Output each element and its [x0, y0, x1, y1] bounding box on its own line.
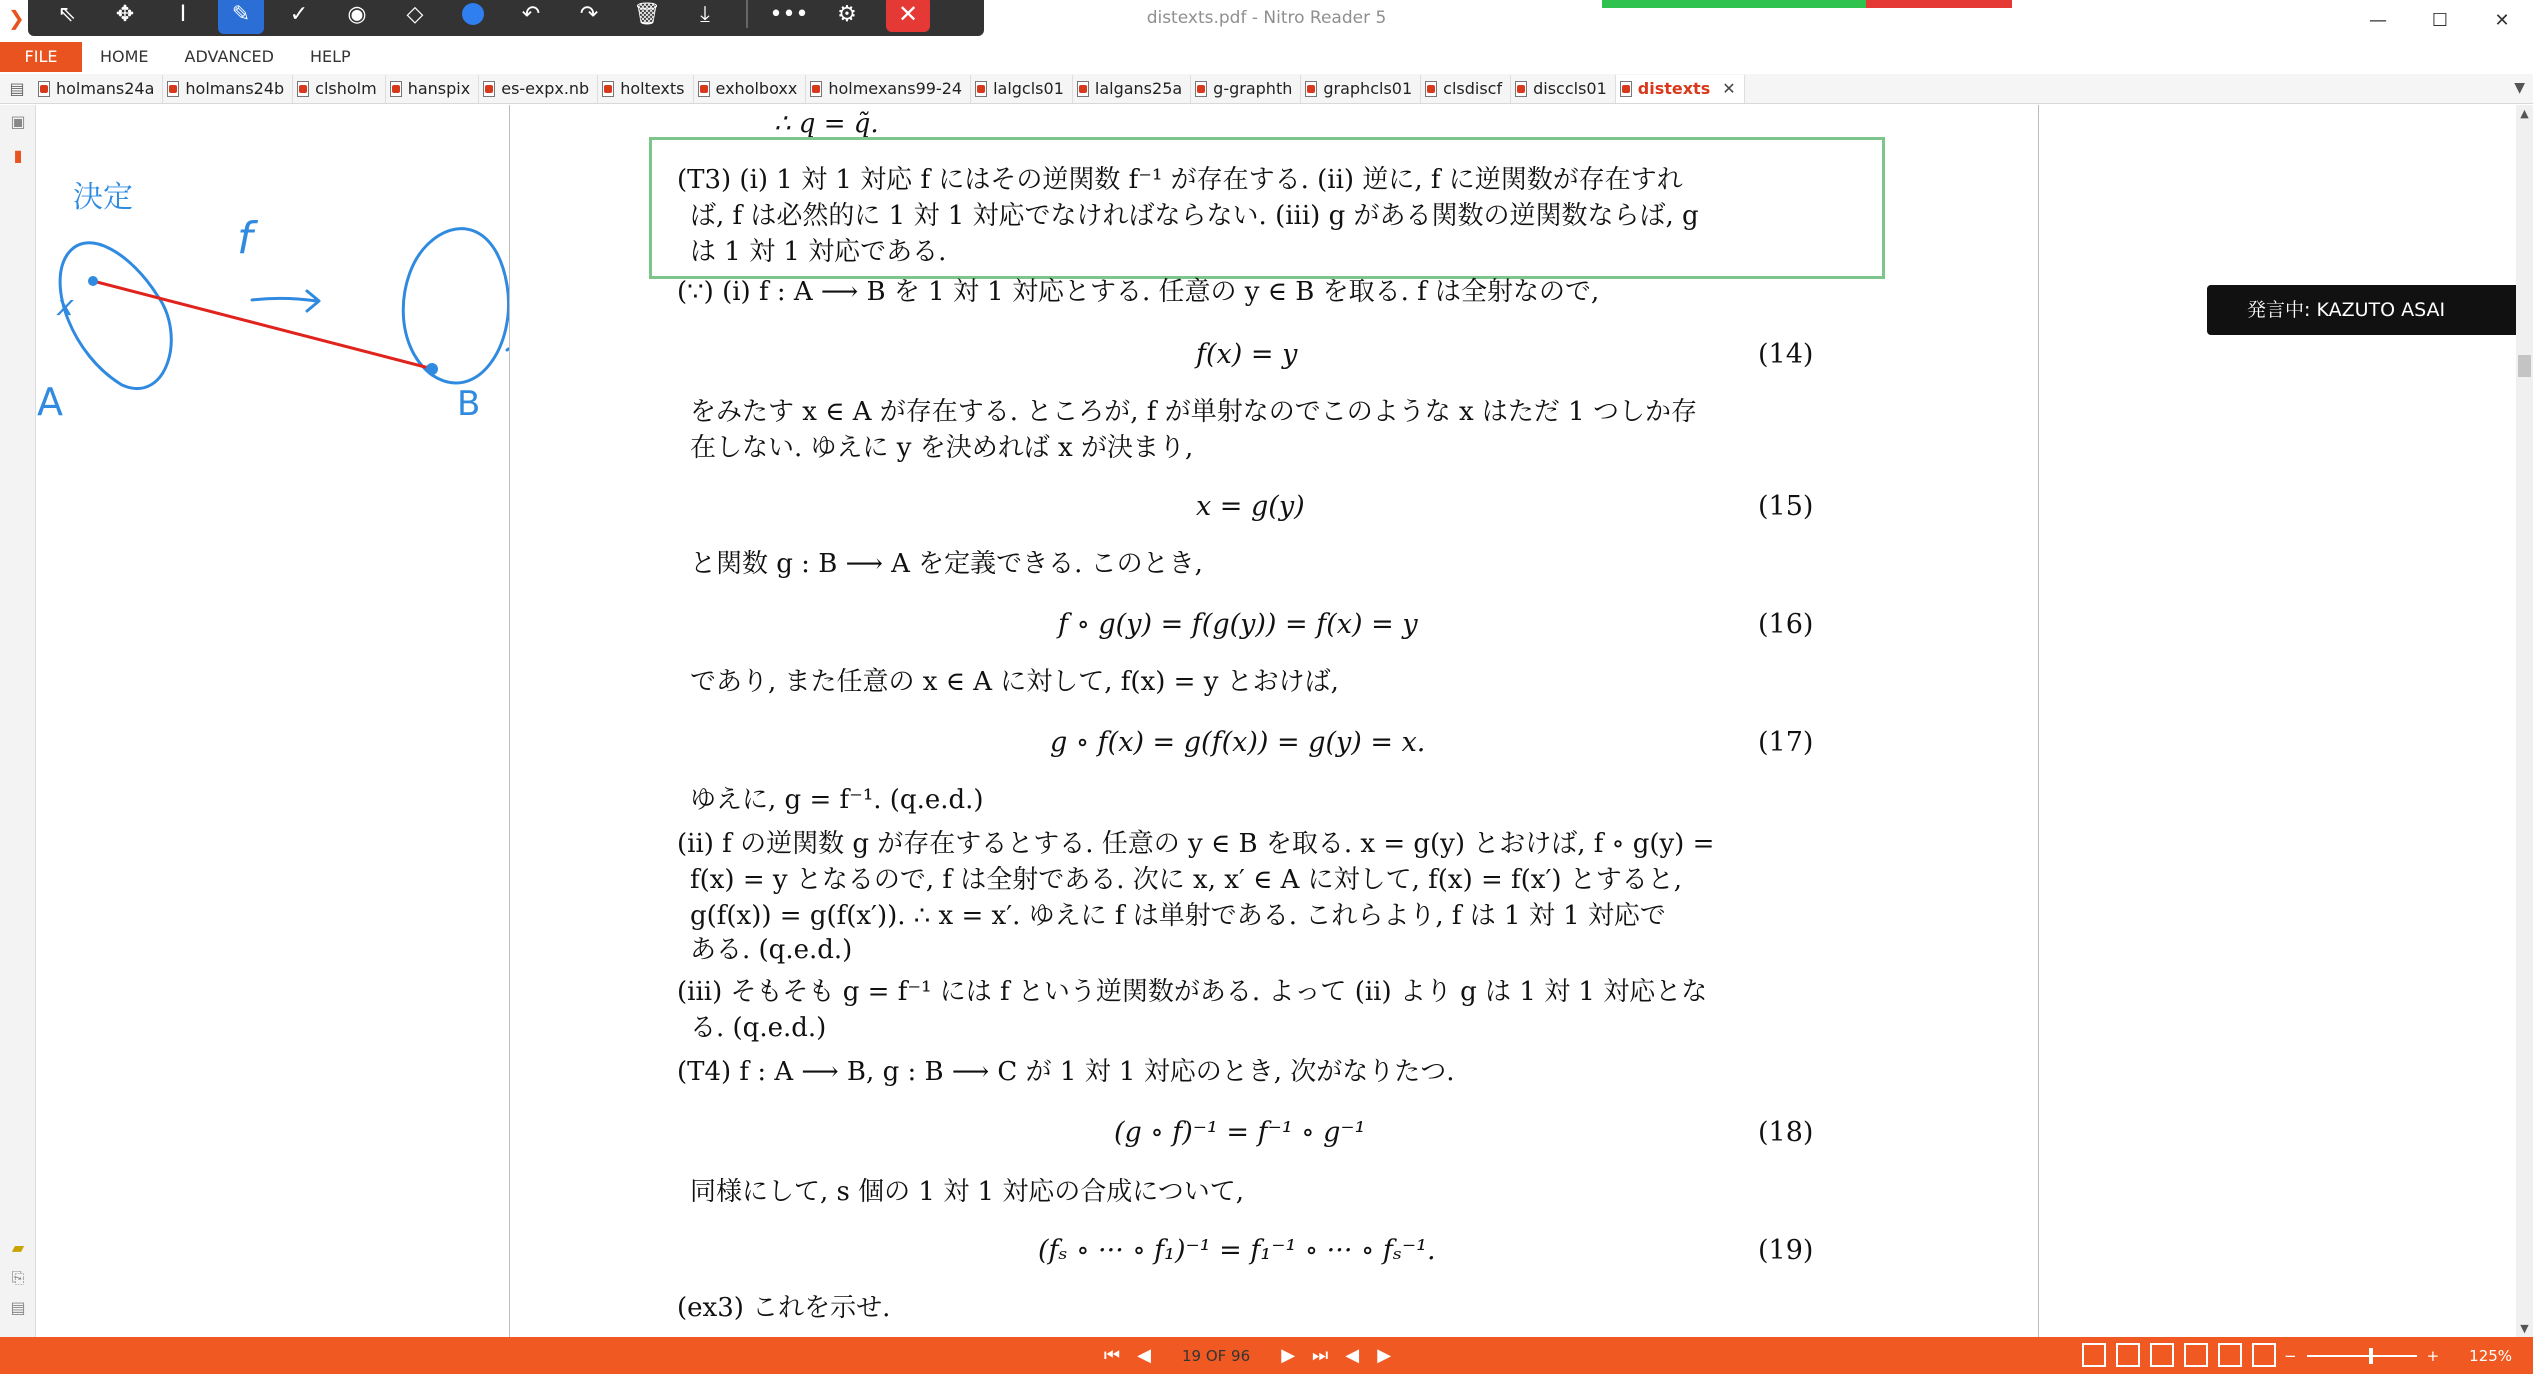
tab-hanspix[interactable] — [386, 75, 480, 103]
tab-disccls01[interactable] — [1511, 75, 1616, 103]
equation-number-15: (15) — [1758, 491, 1814, 522]
shape-icon[interactable]: ◉ — [347, 1, 367, 27]
menu-advanced[interactable]: ADVANCED — [184, 47, 274, 66]
close-pen-toolbar-button[interactable]: ✕ — [886, 0, 930, 32]
t3-line-1: (T3) (i) 1 対 1 対応 f にはその逆関数 f⁻¹ が存在する. (ii) 逆に, f に逆関数が存在すれ — [677, 165, 1683, 195]
trash-icon[interactable]: 🗑 — [633, 1, 661, 27]
tab-lalgans25a[interactable] — [1073, 75, 1191, 103]
proof-iii-line-1: (iii) そもそも g = f⁻¹ には f という逆関数がある. よって (ii) より g は 1 対 1 対応とな — [677, 977, 1708, 1007]
comments-icon[interactable]: ▰ — [11, 1238, 25, 1257]
equation-19: (fₛ ∘ ··· ∘ f₁)⁻¹ = f₁⁻¹ ∘ ··· ∘ fₛ⁻¹. — [1038, 1235, 1436, 1266]
pdf-icon — [1515, 81, 1527, 97]
window-controls — [2347, 0, 2533, 40]
point-y — [426, 363, 438, 375]
pointer-icon[interactable]: ⇖ — [57, 1, 77, 27]
close-window-button[interactable]: ✕ — [2494, 9, 2510, 31]
page-navigation — [1100, 1337, 1396, 1374]
zoom-slider[interactable] — [2307, 1355, 2417, 1357]
tab-holtexts[interactable] — [598, 75, 693, 103]
first-page-icon[interactable]: ⏮ — [1103, 1345, 1121, 1366]
pdf-icon — [1620, 81, 1632, 97]
equation-number-19: (19) — [1758, 1235, 1814, 1266]
tab-es-expx[interactable] — [479, 75, 598, 103]
tab-holmexans99-24[interactable] — [806, 75, 971, 103]
zoom-in-button[interactable]: + — [2426, 1346, 2440, 1365]
window-title: distexts.pdf - Nitro Reader 5 — [1146, 8, 1387, 28]
paragraph-1-line-1: をみたす x ∈ A が存在する. ところが, f が単射なのでこのような x はただ 1 つしか存 — [690, 397, 1697, 427]
user-settings-icon[interactable]: ⚙ — [837, 1, 857, 27]
set-b-ellipse — [403, 229, 508, 383]
move-icon[interactable]: ✥ — [115, 1, 135, 27]
equation-number-18: (18) — [1758, 1117, 1814, 1148]
pdf-icon — [602, 81, 614, 97]
tab-label: graphcls01 — [1323, 79, 1413, 98]
tab-g-graphth[interactable] — [1191, 75, 1301, 103]
toolbar-divider — [746, 0, 748, 28]
facing-continuous-view-icon[interactable] — [2184, 1343, 2208, 1367]
speaking-indicator: 発言中: KAZUTO ASAI — [2207, 285, 2533, 335]
nitro-logo-icon: ❯ — [8, 6, 25, 30]
tab-label: clsholm — [315, 79, 377, 98]
attachments-icon[interactable]: ⎘ — [11, 1268, 25, 1287]
pdf-icon — [297, 81, 309, 97]
view-mode-icons — [2082, 1343, 2276, 1367]
full-screen-icon[interactable] — [2218, 1343, 2242, 1367]
equation-14: f(x) = y — [1196, 339, 1298, 370]
theorem-t4: (T4) f : A ⟶ B, g : B ⟶ C が 1 対 1 対応のとき, 次がなりたつ. — [677, 1057, 1455, 1087]
pdf-icon — [975, 81, 987, 97]
presentation-view-icon[interactable] — [2252, 1343, 2276, 1367]
annotation-x: x — [57, 289, 74, 322]
annotation-kettei: 決定 — [73, 180, 133, 215]
facing-view-icon[interactable] — [2150, 1343, 2174, 1367]
set-a-ellipse — [60, 243, 171, 389]
tab-label: holtexts — [620, 79, 685, 98]
tab-holmans24a[interactable] — [34, 75, 163, 103]
scroll-up-icon[interactable]: ▲ — [2520, 107, 2529, 120]
more-icon[interactable]: ••• — [769, 1, 809, 27]
tab-holmans24b[interactable] — [163, 75, 293, 103]
next-page-icon[interactable]: ▶ — [1281, 1345, 1296, 1366]
tab-label: es-expx.nb — [501, 79, 590, 98]
pdf-icon — [38, 81, 50, 97]
tab-overflow-icon[interactable]: ▼ — [2514, 80, 2525, 96]
tab-label: hanspix — [407, 79, 471, 98]
undo-icon[interactable]: ↶ — [521, 1, 541, 27]
zoom-level[interactable]: 125% — [2469, 1346, 2513, 1365]
equation-number-14: (14) — [1758, 339, 1814, 370]
equation-16: f ∘ g(y) = f(g(y)) = f(x) = y — [1058, 609, 1418, 640]
tab-distexts[interactable] — [1616, 75, 1745, 103]
download-icon[interactable]: ⤓ — [700, 1, 710, 27]
proof-ii-line-3: g(f(x)) = g(f(x′)). ∴ x = x′. ゆえに f は単射である. これらより, f は 1 対 1 対応で — [690, 901, 1666, 931]
tab-label: distexts — [1637, 79, 1711, 98]
tab-lalgcls01[interactable] — [971, 75, 1073, 103]
pdf-page — [509, 105, 2039, 1337]
therefore-line: ∴ q = q̃. — [774, 109, 879, 139]
proof-iii-line-2: る. (q.e.d.) — [690, 1013, 827, 1043]
page-indicator[interactable]: 19 OF 96 — [1182, 1346, 1251, 1365]
equation-number-17: (17) — [1758, 727, 1814, 758]
pen-toolbar — [28, 0, 984, 36]
tab-label: holmexans99-24 — [828, 79, 963, 98]
pdf-icon — [1425, 81, 1437, 97]
tab-label: clsdiscf — [1443, 79, 1503, 98]
annotation-f: f — [237, 213, 253, 264]
single-page-view-icon[interactable] — [2082, 1343, 2106, 1367]
tab-label: disccls01 — [1533, 79, 1607, 98]
previous-page-icon[interactable]: ◀ — [1137, 1345, 1151, 1366]
menu-bar — [0, 42, 2533, 72]
pdf-icon — [810, 81, 822, 97]
equation-number-16: (16) — [1758, 609, 1814, 640]
pdf-icon — [1077, 81, 1089, 97]
zoom-slider-knob[interactable] — [2369, 1348, 2373, 1364]
t3-line-2: ば, f は必然的に 1 対 1 対応でなければならない. (iii) g がある関数の逆関数ならば, g — [690, 201, 1699, 231]
bookmarks-icon[interactable]: ▮ — [13, 146, 23, 165]
proof-ii-line-2: f(x) = y となるので, f は全射である. 次に x, x′ ∈ A に対して, f(x) = f(x′) とすると, — [690, 865, 1683, 895]
redo-icon[interactable]: ↷ — [579, 1, 599, 27]
mapping-arrow — [93, 281, 429, 368]
maximize-button[interactable]: ☐ — [2431, 9, 2449, 31]
proof-ii-line-4: ある. (q.e.d.) — [690, 935, 853, 965]
paragraph-1-line-2: 在しない. ゆえに y を決めれば x が決まり, — [690, 433, 1194, 463]
paragraph-4: ゆえに, g = f⁻¹. (q.e.d.) — [690, 785, 984, 815]
forward-view-icon[interactable]: ▶ — [1377, 1345, 1392, 1366]
color-dot-icon[interactable] — [444, 0, 502, 34]
handwritten-annotation — [37, 105, 577, 445]
document-list-icon[interactable]: ▤ — [9, 79, 25, 98]
document-viewport[interactable] — [37, 105, 2516, 1337]
arrow-sketch — [252, 291, 319, 311]
proof-ii-line-1: (ii) f の逆関数 g が存在するとする. 任意の y ∈ B を取る. x = g(y) とおけば, f ∘ g(y) = — [677, 829, 1715, 859]
layers-icon[interactable]: ▤ — [10, 1298, 26, 1317]
proof-i-line-1: (∵) (i) f : A ⟶ B を 1 対 1 対応とする. 任意の y ∈ B を取る. f は全射なので, — [677, 277, 1600, 307]
pen-icon[interactable]: ✎ — [218, 0, 264, 34]
equation-18: (g ∘ f)⁻¹ = f⁻¹ ∘ g⁻¹ — [1114, 1117, 1366, 1148]
point-x — [88, 276, 98, 286]
tab-clsdiscf[interactable] — [1421, 75, 1511, 103]
pdf-icon — [698, 81, 710, 97]
tab-clsholm[interactable] — [293, 75, 386, 103]
pdf-icon — [167, 81, 179, 97]
check-icon[interactable]: ✓ — [289, 1, 309, 27]
last-page-icon[interactable]: ⏭ — [1312, 1345, 1329, 1366]
paragraph-2: と関数 g : B ⟶ A を定義できる. このとき, — [690, 549, 1203, 579]
tab-label: holmans24b — [185, 79, 285, 98]
left-panel — [0, 105, 36, 1337]
zoom-control — [2284, 1337, 2512, 1374]
equation-15: x = g(y) — [1196, 491, 1305, 522]
tab-graphcls01[interactable] — [1301, 75, 1421, 103]
close-tab-icon[interactable]: ✕ — [1722, 79, 1736, 98]
annotation-set-b: B — [457, 384, 481, 424]
tab-label: lalgcls01 — [993, 79, 1064, 98]
status-bar — [0, 1337, 2533, 1374]
pdf-icon — [1305, 81, 1317, 97]
menu-home[interactable]: HOME — [100, 47, 149, 66]
pdf-icon — [483, 81, 495, 97]
page-thumbnails-icon[interactable]: ▣ — [10, 112, 26, 131]
back-view-icon[interactable]: ◀ — [1345, 1345, 1360, 1366]
continuous-view-icon[interactable] — [2116, 1343, 2140, 1367]
tab-label: holmans24a — [56, 79, 155, 98]
pdf-icon — [1195, 81, 1207, 97]
annotation-set-a: A — [37, 380, 63, 424]
t3-line-3: は 1 対 1 対応である. — [690, 237, 947, 267]
eraser-icon[interactable]: ◇ — [406, 1, 424, 27]
text-cursor-icon[interactable]: I — [179, 1, 187, 27]
document-tab-bar — [0, 74, 2533, 104]
tab-label: exholboxx — [715, 79, 798, 98]
paragraph-3: であり, また任意の x ∈ A に対して, f(x) = y とおけば, — [690, 667, 1339, 697]
scrollbar-thumb[interactable] — [2518, 355, 2531, 377]
vertical-scrollbar[interactable] — [2516, 105, 2533, 1337]
screen-share-indicator — [1602, 0, 2012, 8]
tab-label: g-graphth — [1213, 79, 1293, 98]
scroll-down-icon[interactable]: ▼ — [2520, 1322, 2529, 1335]
menu-file[interactable]: FILE — [0, 42, 82, 72]
exercise-3: (ex3) これを示せ. — [677, 1293, 891, 1323]
minimize-button[interactable]: — — [2369, 9, 2387, 31]
paragraph-5: 同様にして, s 個の 1 対 1 対応の合成について, — [690, 1177, 1245, 1207]
tab-label: lalgans25a — [1094, 79, 1183, 98]
tab-exholboxx[interactable] — [694, 75, 807, 103]
zoom-out-button[interactable]: − — [2284, 1346, 2297, 1365]
pdf-icon — [390, 81, 402, 97]
menu-help[interactable]: HELP — [309, 47, 351, 66]
equation-17: g ∘ f(x) = g(f(x)) = g(y) = x. — [1050, 727, 1426, 758]
